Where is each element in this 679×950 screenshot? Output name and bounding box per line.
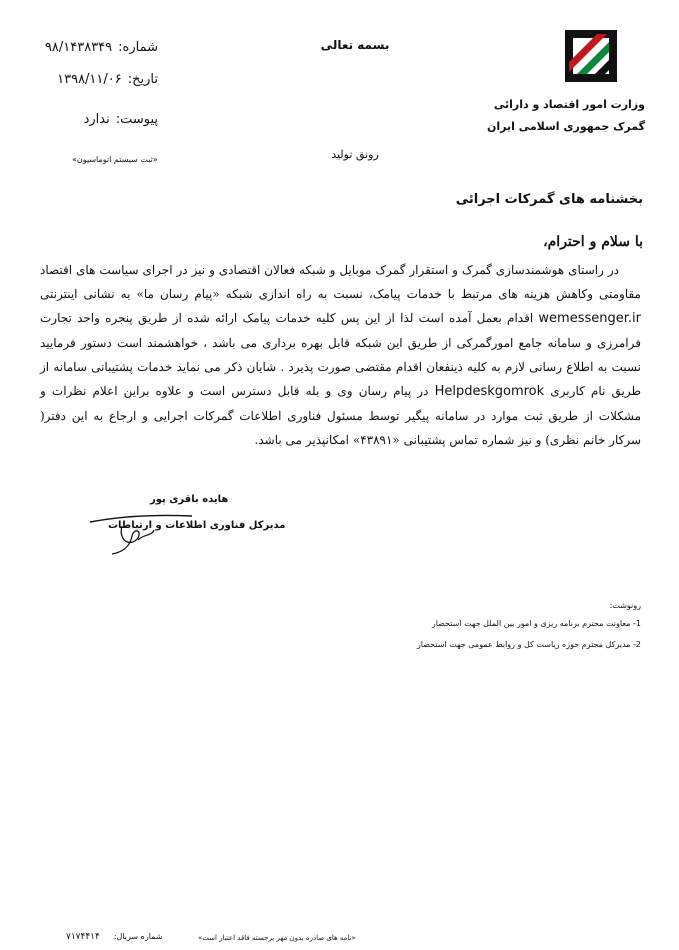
attachment-label: پیوست: bbox=[115, 112, 158, 127]
website-link[interactable]: wemessenger.ir bbox=[538, 311, 641, 326]
system-note: «ثبت سیستم اتوماسیون» bbox=[72, 155, 158, 164]
serial-label: شماره سریال: bbox=[113, 932, 163, 941]
attachment-value: ندارد bbox=[83, 112, 110, 127]
number-label: شماره: bbox=[118, 40, 158, 55]
date-label: تاریخ: bbox=[127, 72, 158, 87]
recipient: بخشنامه های گمرکات اجرائی bbox=[455, 192, 643, 207]
letter-body bbox=[40, 258, 641, 452]
body-part-1: در راستای هوشمندسازی گمرک و استقرار گمرک موبایل و شبکه فعالان اقتصادی و نیز در اجرای سیاست های اقتصاد مقاومتی وکاهش هزینه های مرتبط با خدمات پیامک، نسبت به راه اندازی شبکه «پیام رسان ما» به نشانی اینترنتی bbox=[40, 263, 641, 301]
cc-item: 1- معاونت محترم برنامه ریزی و امور بین الملل جهت استحضار bbox=[431, 619, 641, 628]
body-part-2: اقدام بعمل آمده است لذا از این پس کلیه خدمات پیامک ارائه شده از طریق پنجره واحد تجارت فرامرزی و سامانه جامع امورگمرکی از طریق این شبکه قابل بهره برداری می باشد ، خواهشمند است دستور فرمایید نسبت به اطلاع رسانی لازم به کلیه ذینفعان اقدام مقتضی صورت پذیرد . شایان ذکر می نماید خدمات پشتیبانی سامانه از طریق نام کاربری bbox=[40, 311, 641, 398]
motto: رونق تولید bbox=[331, 148, 379, 161]
number-value: ۹۸/۱۴۳۸۳۴۹ bbox=[44, 40, 113, 55]
cc-label: رونوشت: bbox=[609, 601, 641, 610]
ministry-name: وزارت امور اقتصاد و دارائی bbox=[493, 98, 645, 111]
letter-attachment bbox=[28, 112, 158, 127]
basmala: بسمه تعالی bbox=[320, 38, 390, 52]
letter-number bbox=[28, 40, 158, 55]
greeting: با سلام و احترام، bbox=[543, 234, 643, 250]
customs-logo-icon bbox=[563, 28, 619, 84]
helpdesk-username: Helpdeskgomrok bbox=[434, 384, 545, 399]
serial-value: ۷۱۷۴۴۱۴ bbox=[66, 932, 100, 942]
cc-item: 2- مدیرکل محترم حوزه ریاست کل و روابط عمومی جهت استحضار bbox=[416, 640, 641, 649]
footer-note: «نامه های صادره بدون مهر برجسته فاقد اعتبار است» bbox=[198, 934, 356, 942]
date-value: ۱۳۹۸/۱۱/۰۶ bbox=[57, 72, 122, 87]
signatory-name: هایده باقری پور bbox=[150, 494, 229, 505]
body-part-3: در پیام رسان وی و بله قابل دسترس است و علاوه براین اعلام نظرات و مشکلات از طریق ثبت موارد در سامانه پیگیر توسط مسئول فناوری اطلاعات گمرکات اجرایی و ارجاع به این دفتر( سرکار خانم نظری) و نیز شماره تماس پشتیبانی «۴۳۸۹۱» امکانپذیر می باشد. bbox=[40, 384, 641, 447]
customs-name: گمرک جمهوری اسلامی ایران bbox=[486, 120, 645, 133]
body-paragraph bbox=[40, 258, 641, 452]
signatory-title: مدیرکل فناوری اطلاعات و ارتباطات bbox=[108, 520, 286, 531]
serial-number bbox=[66, 932, 163, 942]
letter-date bbox=[28, 72, 158, 87]
